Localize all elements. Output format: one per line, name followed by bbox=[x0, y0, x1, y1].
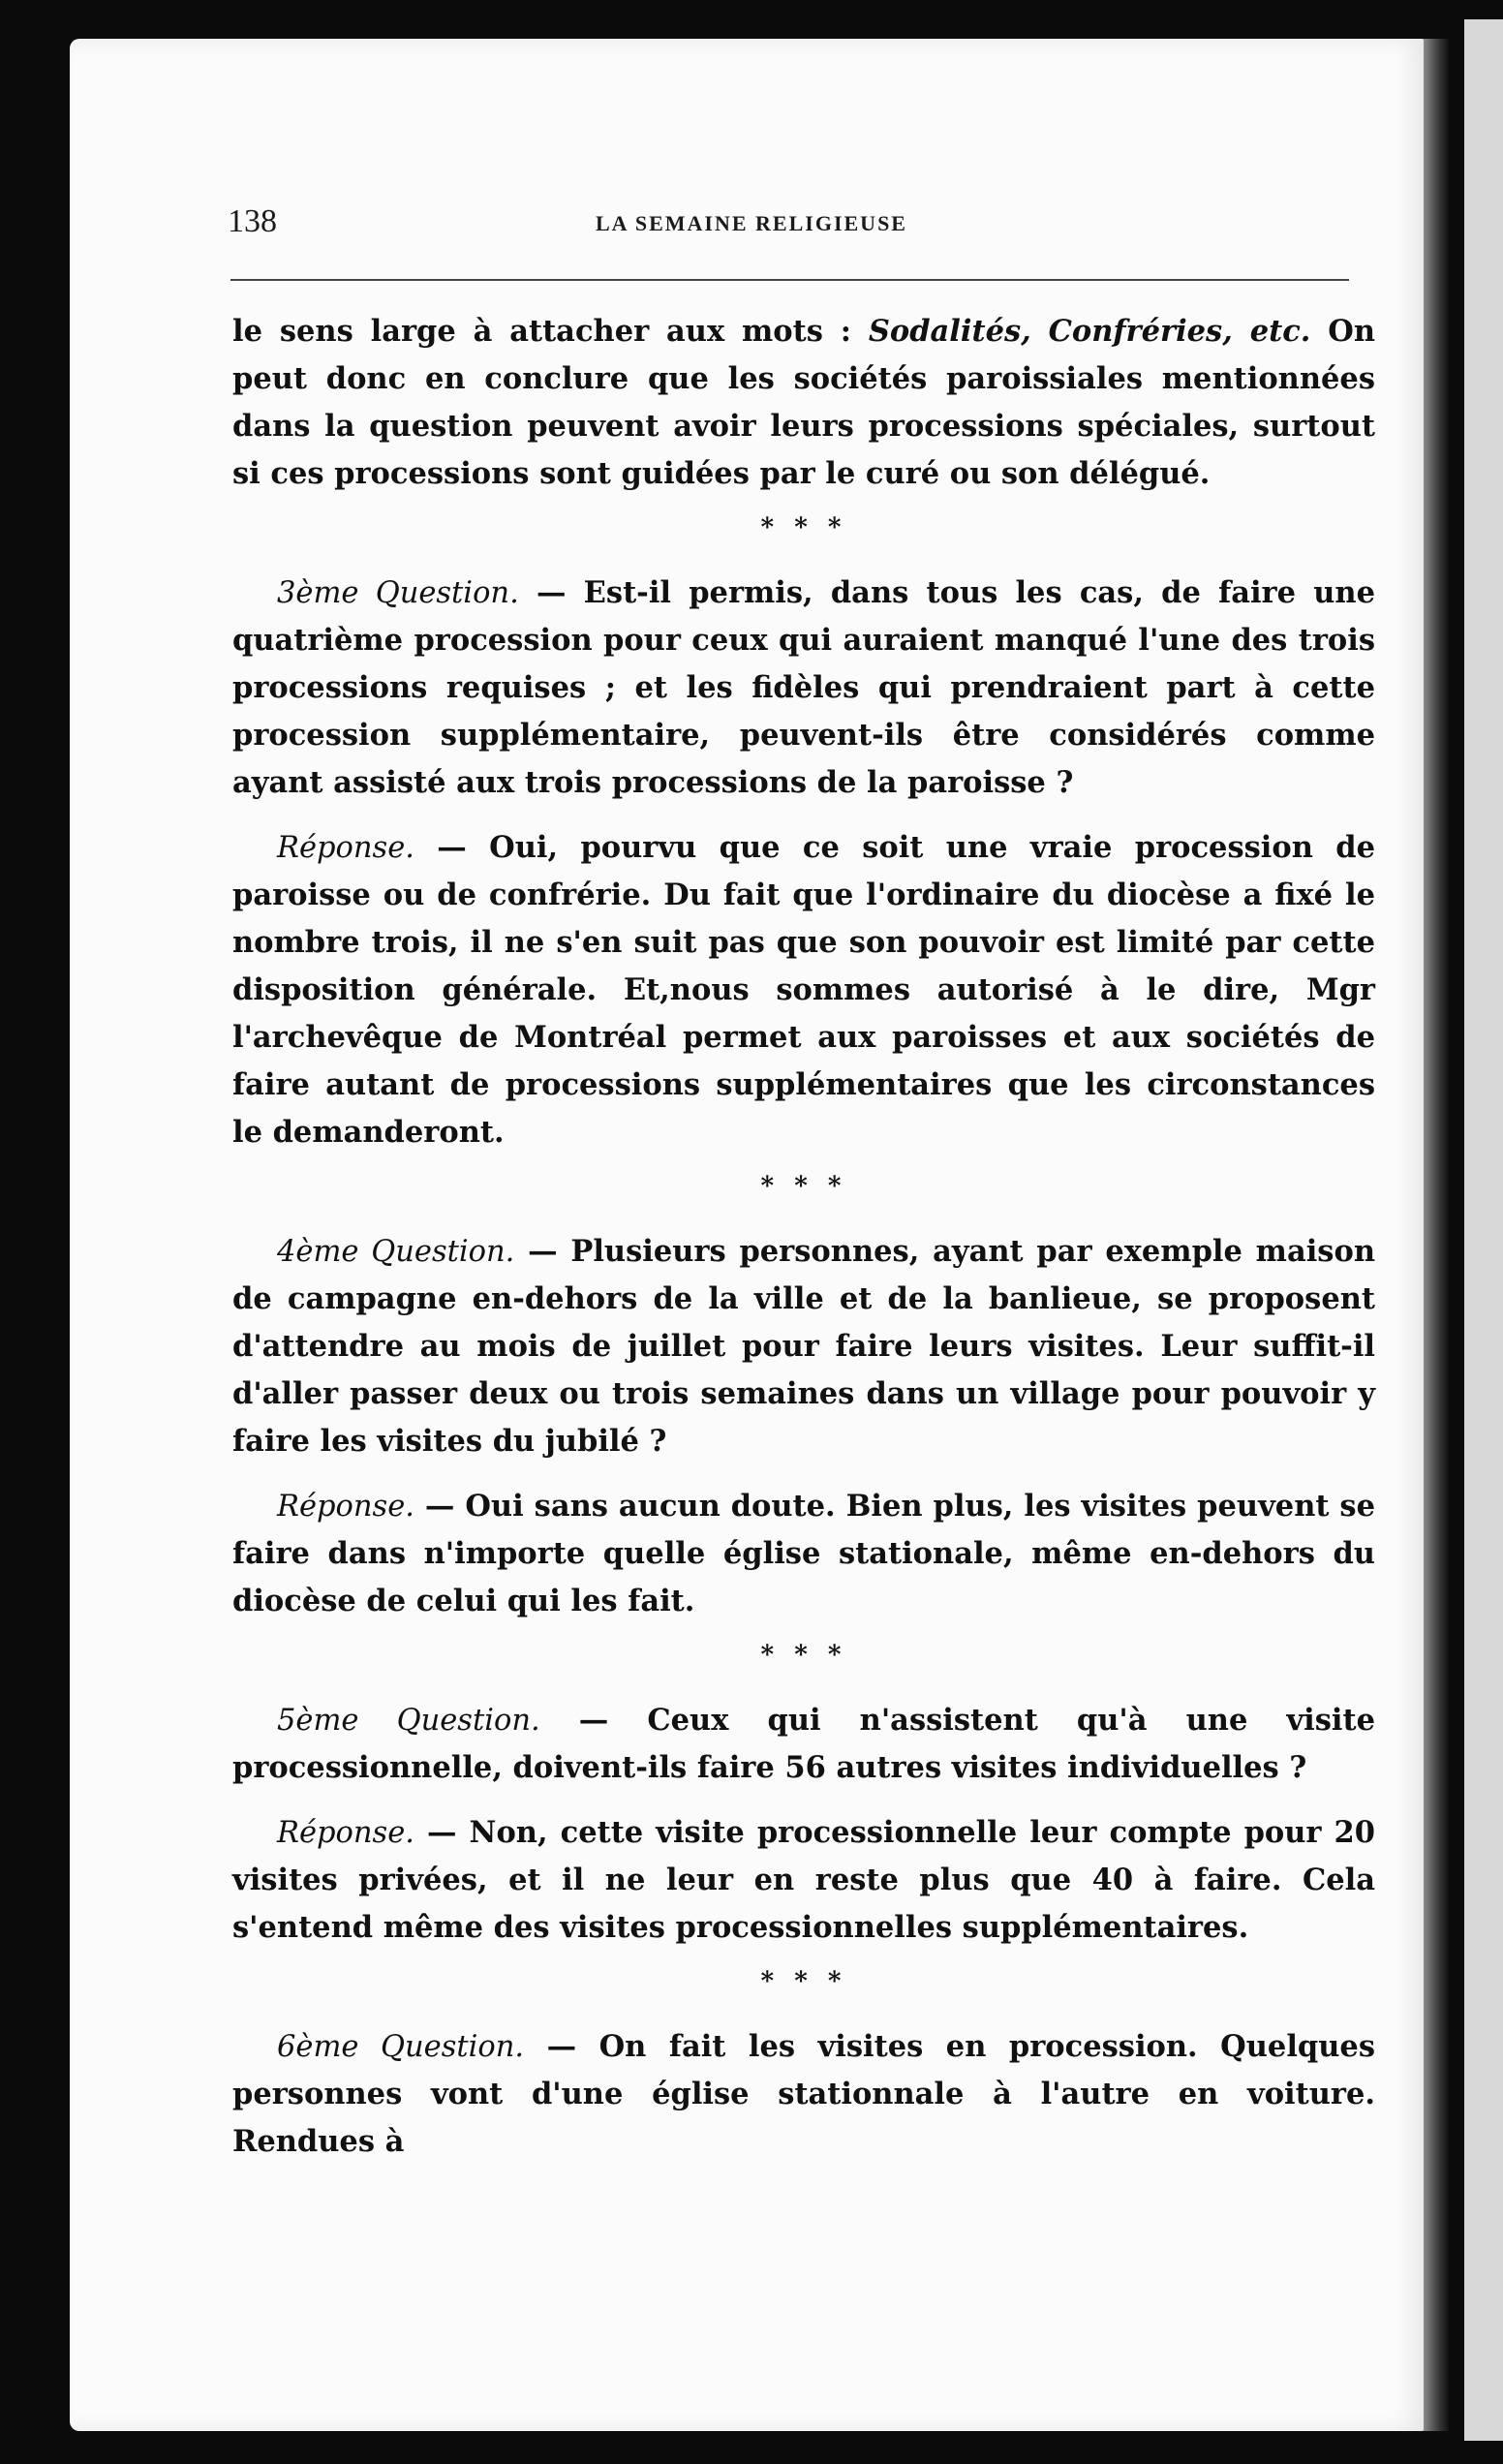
answer-3: Réponse. — Oui, pourvu que ce soit une vraie procession de paroisse ou de confrérie. Du fait que l'ordinaire du diocèse a fixé le nombre trois, il ne s'en suit pas que son pouvoir est limité par cette disposition générale. Et,nous sommes autorisé à le dire, Mgr l'archevêque de Montréal permet aux paroisses et aux sociétés de faire autant de processions supplémentaires que les circonstances le demanderont. bbox=[232, 830, 1375, 1150]
running-title: LA SEMAINE RELIGIEUSE bbox=[596, 211, 907, 235]
paragraph-continuation: le sens large à attacher aux mots : Sodalités, Confréries, etc. On peut donc en conclure que les sociétés paroissiales mentionnées dans la question peuvent avoir leurs processions spéciales, surtout si ces processions sont guidées par le curé ou son délégué. bbox=[232, 314, 1375, 491]
question-6: 6ème Question. — On fait les visites en procession. Quelques personnes vont d'une église stationnale à l'autre en voiture. Rendues à bbox=[232, 2029, 1375, 2159]
answer-4: Réponse. — Oui sans aucun doute. Bien plus, les visites peuvent se faire dans n'importe quelle église stationale, même en-dehors du diocèse de celui qui les fait. bbox=[232, 1489, 1375, 1618]
asterism-separator: * * * bbox=[760, 513, 847, 542]
header-rule bbox=[230, 279, 1349, 281]
answer-4-label: Réponse. bbox=[277, 1490, 414, 1524]
page-gutter-shadow bbox=[1424, 39, 1449, 2431]
page-number: 138 bbox=[228, 203, 277, 239]
question-6-label: 6ème Question. bbox=[277, 2030, 525, 2064]
adjacent-page-strip bbox=[1464, 19, 1503, 2441]
asterism-separator: * * * bbox=[760, 1967, 847, 1996]
page-header bbox=[228, 203, 1356, 252]
question-3: 3ème Question. — Est-il permis, dans tous les cas, de faire une quatrième procession pour ceux qui auraient manqué l'une des trois processions requises ; et les fidèles qui prendraient part à cette procession supplémentaire, peuvent-ils être considérés comme ayant assisté aux trois processions de la paroisse ? bbox=[232, 575, 1375, 800]
italic-term: Sodalités, Confréries, etc. bbox=[868, 314, 1311, 349]
answer-3-label: Réponse. bbox=[277, 831, 414, 865]
answer-5: Réponse. — Non, cette visite processionnelle leur compte pour 20 visites privées, et il ne leur en reste plus que 40 à faire. Cela s'entend même des visites processionnelles supplémentaires. bbox=[232, 1815, 1375, 1945]
question-4-label: 4ème Question. bbox=[277, 1235, 515, 1269]
page-body bbox=[232, 308, 1375, 2183]
question-4: 4ème Question. — Plusieurs personnes, ayant par exemple maison de campagne en-dehors de la ville et de la banlieue, se proposent d'attendre au mois de juillet pour faire leurs visites. Leur suffit-il d'aller passer deux ou trois semaines dans un village pour pouvoir y faire les visites du jubilé ? bbox=[232, 1234, 1375, 1459]
asterism-separator: * * * bbox=[760, 1172, 847, 1201]
question-5: 5ème Question. — Ceux qui n'assistent qu'à une visite processionnelle, doivent-ils faire 56 autres visites individuelles ? bbox=[232, 1703, 1375, 1785]
question-5-label: 5ème Question. bbox=[277, 1704, 540, 1738]
question-3-label: 3ème Question. bbox=[277, 576, 519, 610]
asterism-separator: * * * bbox=[760, 1641, 847, 1670]
answer-5-label: Réponse. bbox=[277, 1816, 414, 1850]
